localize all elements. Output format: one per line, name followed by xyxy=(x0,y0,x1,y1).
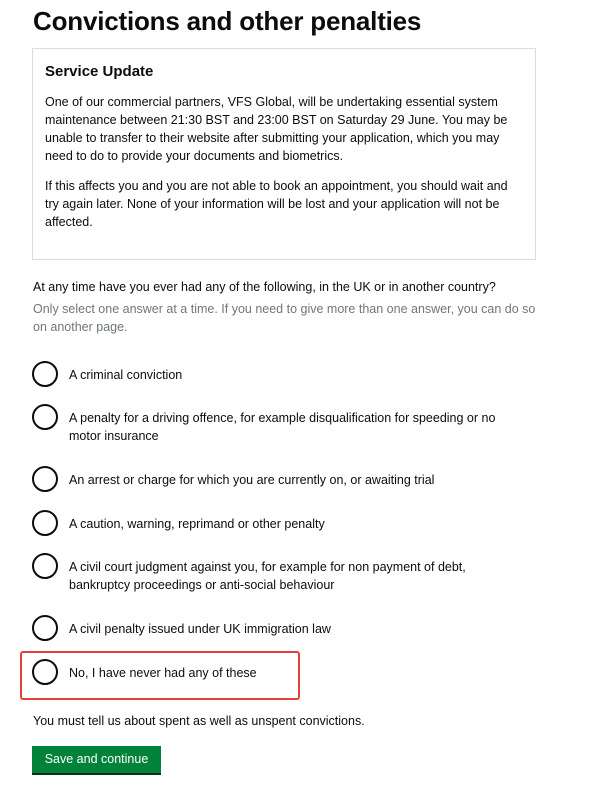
radio-button[interactable] xyxy=(32,361,58,387)
option-arrest-or-charge[interactable] xyxy=(32,466,532,494)
service-update-paragraph-1: One of our commercial partners, VFS Global, will be undertaking essential system maintenance between 21:30 BST and 23:00 BST on Saturday 29 June. You may be unable to transfer to their website after submitting your application, which you may need to do to provide your documents and biometrics. xyxy=(45,95,508,163)
page-title: Convictions and other penalties xyxy=(33,6,422,36)
option-civil-court-judgment[interactable] xyxy=(32,553,532,593)
option-caution-warning[interactable] xyxy=(32,510,532,538)
option-label: A civil court judgment against you, for example for non payment of debt, bankruptcy proceedings or anti-social behaviour xyxy=(69,560,466,592)
option-civil-penalty-immigration[interactable] xyxy=(32,615,532,643)
radio-button[interactable] xyxy=(32,615,58,641)
question-text: At any time have you ever had any of the following, in the UK or in another country? xyxy=(33,280,496,294)
question-hint: Only select one answer at a time. If you need to give more than one answer, you can do so on another page. xyxy=(33,302,536,334)
option-label: An arrest or charge for which you are currently on, or awaiting trial xyxy=(69,473,435,487)
service-update-paragraph-2: If this affects you and you are not able to book an appointment, you should wait and try again later. None of your information will be lost and your application will not be affected. xyxy=(45,179,508,229)
option-driving-penalty[interactable] xyxy=(32,404,532,444)
radio-button[interactable] xyxy=(32,510,58,536)
radio-button[interactable] xyxy=(32,404,58,430)
option-criminal-conviction[interactable] xyxy=(32,361,532,389)
radio-button[interactable] xyxy=(32,466,58,492)
option-label: A caution, warning, reprimand or other penalty xyxy=(69,517,325,531)
service-update-title: Service Update xyxy=(45,63,154,80)
highlight-annotation-box xyxy=(20,651,300,700)
save-and-continue-button[interactable]: Save and continue xyxy=(32,746,161,775)
option-label: A civil penalty issued under UK immigration law xyxy=(69,622,331,636)
option-label: No, I have never had any of these xyxy=(69,666,257,680)
option-label: A criminal conviction xyxy=(69,368,183,382)
radio-button[interactable] xyxy=(32,553,58,579)
spent-convictions-note: You must tell us about spent as well as unspent convictions. xyxy=(33,714,365,728)
service-update-panel xyxy=(32,48,536,260)
option-label: A penalty for a driving offence, for example disqualification for speeding or no motor insurance xyxy=(69,411,496,443)
